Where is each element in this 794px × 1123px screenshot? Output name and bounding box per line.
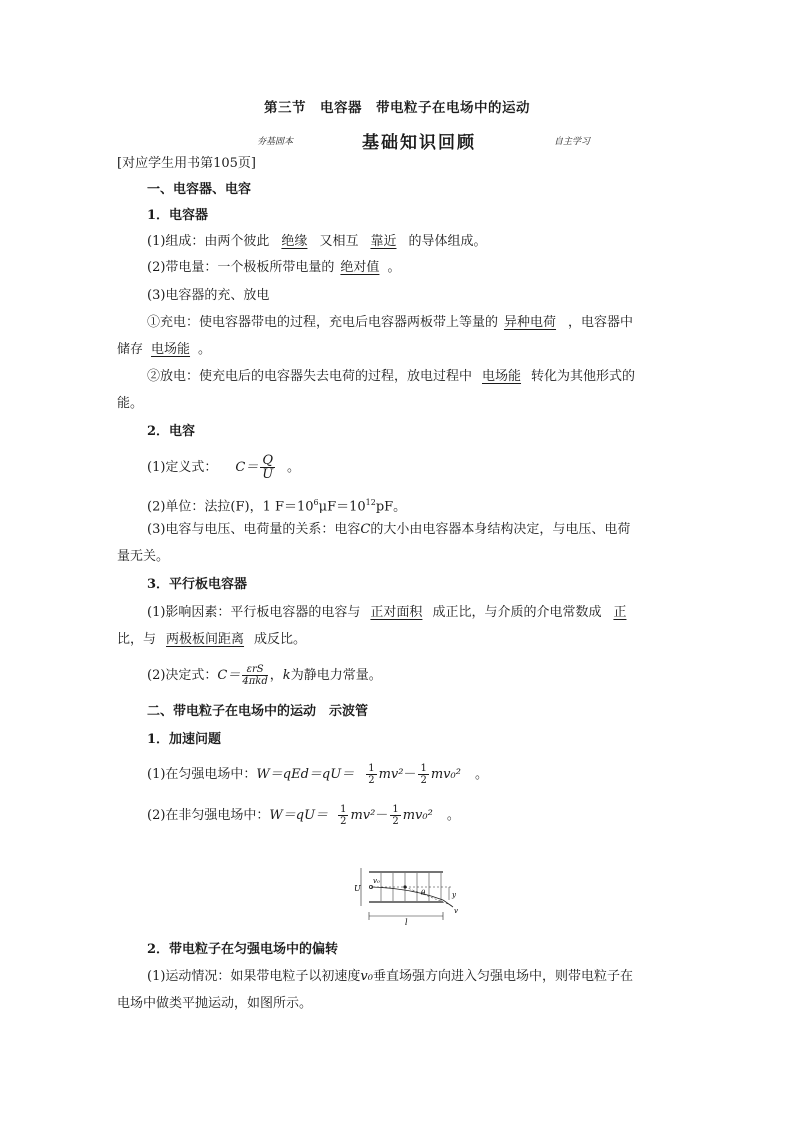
banner-center: 基础知识回顾	[362, 133, 476, 153]
page-title: 第三节 电容器 带电粒子在电场中的运动	[264, 100, 530, 116]
line-discharge-1: ②放电：使充电后的电容器失去电荷的过程，放电过程中 电场能 转化为其他形式的	[147, 369, 636, 384]
blank-distance: 两极板间距离	[166, 632, 245, 647]
line-relation-2: 量无关。	[117, 549, 170, 564]
line-charging-2: 储存 电场能 。	[117, 342, 212, 357]
blank-field-energy-2: 电场能	[482, 369, 522, 384]
book-reference: [对应学生用书第105页]	[117, 156, 256, 171]
deflection-diagram	[351, 866, 463, 928]
fraction-q-over-u: $\frac{Q}{U}$	[262, 453, 274, 482]
fraction-eps-s: $\frac{\text{εrS}}{\text{4πkd}}$	[242, 664, 268, 687]
label-v: v	[454, 907, 458, 915]
line-uniform-field: (1)在匀强电场中：W＝qEd＝qU＝ $\frac{1}{2}$ mv²－ $\frac{1}{2}$ mv₀² 。	[147, 763, 488, 786]
sub-parallel-plate: 3．平行板电容器	[147, 577, 248, 592]
line-charge-discharge: (3)电容器的充、放电	[147, 288, 270, 303]
blank-field-energy: 电场能	[151, 342, 191, 357]
line-factors-2: 比，与 两极板间距离 成反比。	[117, 632, 307, 647]
line-discharge-2: 能。	[117, 396, 144, 411]
blank-opposite-charge: 异种电荷	[504, 315, 557, 330]
sub-capacitor: 1．电容器	[147, 208, 209, 223]
banner-right: 自主学习	[554, 137, 591, 147]
banner-left: 夯基固本	[257, 137, 294, 147]
section-banner	[0, 128, 794, 152]
heading-particle-motion: 二、带电粒子在电场中的运动 示波管	[147, 704, 369, 719]
line-relation-1: (3)电容与电压、电荷量的关系：电容C的大小由电容器本身结构决定，与电压、电荷	[147, 522, 631, 537]
sub-deflection: 2．带电粒子在匀强电场中的偏转	[147, 942, 339, 957]
heading-capacitor: 一、电容器、电容	[147, 182, 252, 197]
blank-insulated: 绝缘	[281, 234, 308, 249]
label-theta: θ	[421, 889, 426, 897]
blank-close: 靠近	[370, 234, 397, 249]
blank-positive: 正	[613, 605, 627, 620]
label-u: U	[354, 884, 361, 893]
line-composition: (1)组成：由两个彼此 绝缘 又相互 靠近 的导体组成。	[147, 234, 487, 249]
line-determinant: (2)决定式：C＝ $\frac{\text{εrS}}{\text{4πkd}}$ ，k为静电力常量。	[147, 664, 382, 687]
label-l: l	[405, 918, 408, 927]
line-definition: (1)定义式： C＝ $\frac{Q}{U}$ 。	[147, 453, 301, 482]
blank-absolute: 绝对值	[340, 260, 380, 275]
sub-acceleration: 1．加速问题	[147, 732, 222, 747]
line-motion-2: 电场中做类平抛运动，如图所示。	[117, 996, 313, 1011]
line-charge: (2)带电量：一个极板所带电量的 绝对值 。	[147, 260, 401, 275]
label-v0: v₀	[373, 877, 380, 885]
line-factors-1: (1)影响因素：平行板电容器的电容与 正对面积 成正比，与介质的介电常数成 正	[147, 604, 640, 622]
blank-area: 正对面积	[370, 605, 423, 620]
line-unit: (2)单位：法拉(F)，1 $F=10^6\mu F=10^{12}pF$。	[147, 498, 407, 515]
line-nonuniform-field: (2)在非匀强电场中：W＝qU＝ $\frac{1}{2}$ mv²－ $\frac{1}{2}$ mv₀² 。	[147, 804, 460, 827]
sub-capacitance: 2．电容	[147, 424, 196, 439]
line-motion-1: (1)运动情况：如果带电粒子以初速度v₀垂直场强方向进入匀强电场中，则带电粒子在	[147, 969, 633, 984]
line-charging-1: ①充电：使电容器带电的过程，充电后电容器两板带上等量的 异种电荷 ，电容器中	[147, 315, 634, 330]
label-y: y	[452, 891, 456, 899]
